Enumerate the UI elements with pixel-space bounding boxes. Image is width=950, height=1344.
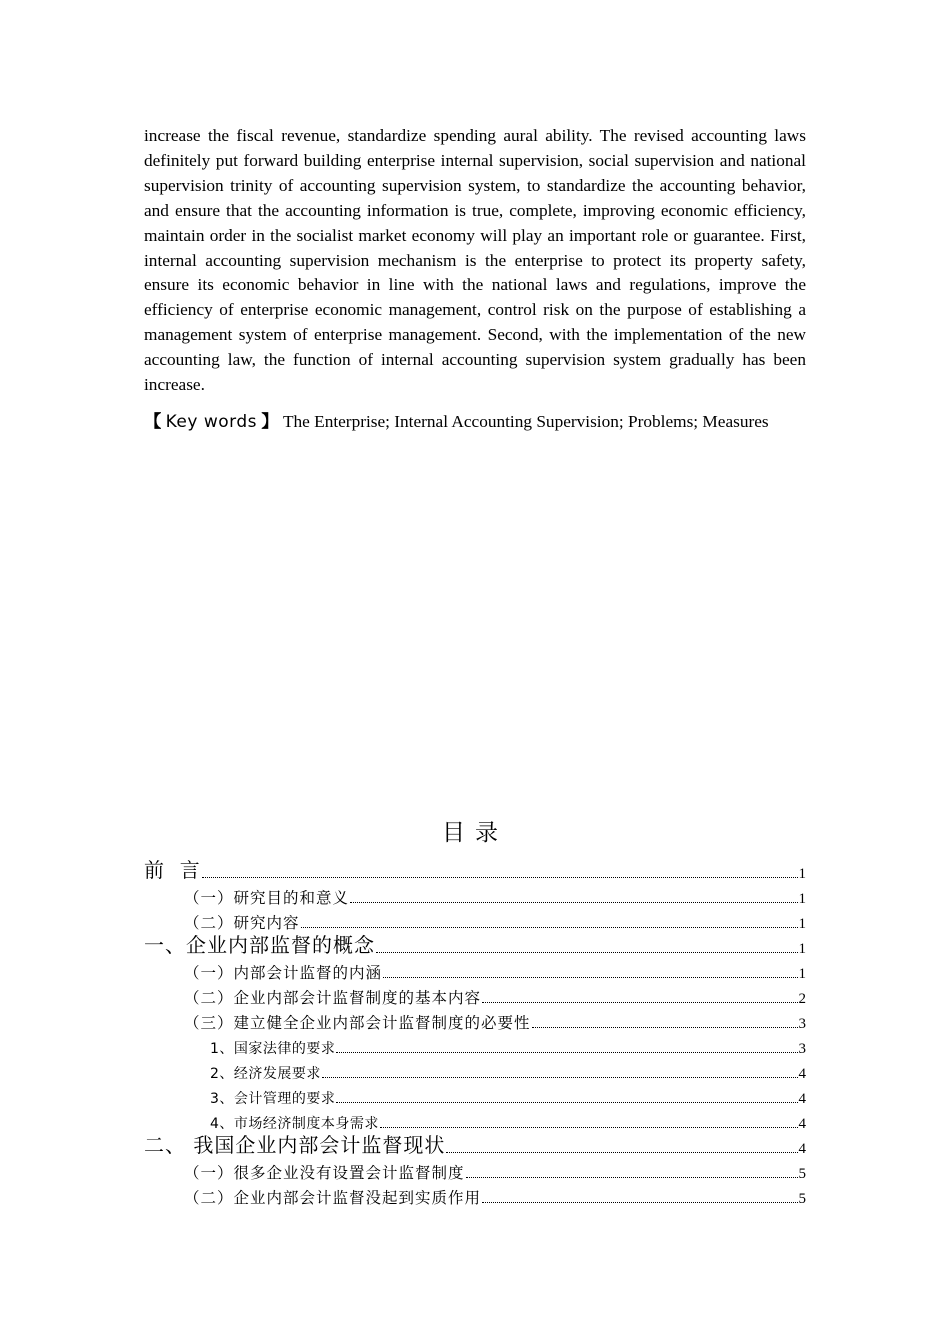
- keywords-close-bracket: 】: [261, 411, 279, 432]
- keywords-label: Key words: [165, 411, 257, 432]
- keywords-line: [144, 410, 806, 435]
- toc-entry-label: （一）研究目的和意义: [184, 889, 350, 907]
- toc-entry-label: 1、国家法律的要求: [210, 1041, 336, 1057]
- toc-leader-dots: [482, 1001, 797, 1003]
- toc-page-number: 5: [798, 1191, 806, 1207]
- toc-page-number: 4: [798, 1091, 806, 1107]
- toc-leader-dots: [376, 951, 798, 953]
- toc-leader-dots: [336, 1101, 797, 1103]
- toc-leader-dots: [532, 1026, 798, 1028]
- toc-page-number: 2: [798, 991, 806, 1007]
- toc-entry[interactable]: [144, 1133, 806, 1158]
- toc-leader-dots: [446, 1151, 797, 1153]
- toc-entry[interactable]: [144, 1083, 806, 1108]
- toc-entry-label: 二、 我国企业内部会计监督现状: [144, 1133, 446, 1157]
- toc-entry[interactable]: [144, 933, 806, 958]
- toc-entry-label: 3、会计管理的要求: [210, 1091, 336, 1107]
- toc-entry-label: （二）企业内部会计监督没起到实质作用: [184, 1189, 482, 1207]
- toc-entry[interactable]: [144, 1033, 806, 1058]
- toc-leader-dots: [301, 926, 798, 928]
- toc-entry[interactable]: [144, 1183, 806, 1208]
- toc-entry[interactable]: [144, 883, 806, 908]
- toc-entry[interactable]: [144, 1158, 806, 1183]
- table-of-contents: [144, 858, 806, 1208]
- toc-entry-label: 一、企业内部监督的概念: [144, 933, 375, 957]
- toc-entry-label: （一）内部会计监督的内涵: [184, 964, 383, 982]
- toc-page-number: 5: [798, 1166, 806, 1182]
- toc-entry-label: 2、经济发展要求: [210, 1066, 321, 1082]
- toc-entry-label: （一）很多企业没有设置会计监督制度: [184, 1164, 465, 1182]
- toc-entry[interactable]: [144, 858, 806, 883]
- toc-leader-dots: [336, 1051, 797, 1053]
- keywords-text: The Enterprise; Internal Accounting Supervision; Problems; Measures: [282, 411, 769, 431]
- toc-entry[interactable]: [144, 1008, 806, 1033]
- toc-leader-dots: [202, 876, 798, 878]
- toc-entry-label: （二）研究内容: [184, 914, 300, 932]
- toc-leader-dots: [350, 901, 797, 903]
- toc-page-number: 4: [798, 1141, 806, 1157]
- toc-leader-dots: [380, 1126, 798, 1128]
- toc-entry-label: （三）建立健全企业内部会计监督制度的必要性: [184, 1014, 531, 1032]
- toc-entry-label: 4、市场经济制度本身需求: [210, 1116, 379, 1132]
- toc-entry[interactable]: [144, 983, 806, 1008]
- toc-leader-dots: [322, 1076, 798, 1078]
- toc-leader-dots: [383, 976, 797, 978]
- keywords-open-bracket: 【: [144, 411, 162, 432]
- abstract-section: [144, 124, 806, 435]
- toc-leader-dots: [466, 1176, 798, 1178]
- toc-entry-label: （二）企业内部会计监督制度的基本内容: [184, 989, 482, 1007]
- toc-page-number: 1: [798, 866, 806, 882]
- toc-page-number: 1: [798, 891, 806, 907]
- toc-entry-label: 前 言: [144, 858, 201, 882]
- toc-title: 目录: [442, 820, 508, 846]
- abstract-paragraph: increase the fiscal revenue, standardize spending aural ability. The revised accounting laws definitely put forward building enterprise internal supervision, social supervision and national supervision trinity of accounting supervision system, to standardize the accounting behavior, and ensure that the accounting information is true, complete, improving economic efficiency, maintain order in the socialist market economy will play an important role or guarantee. First, internal accounting supervision mechanism is the enterprise to protect its property safety, ensure its economic behavior in line with the national laws and regulations, improve the efficiency of enterprise economic management, control risk on the purpose of establishing a management system of enterprise management. Second, with the implementation of the new accounting law, the function of internal accounting supervision system gradually has been increase.: [144, 126, 806, 395]
- toc-leader-dots: [482, 1201, 797, 1203]
- toc-entry[interactable]: [144, 958, 806, 983]
- toc-page-number: 4: [798, 1066, 806, 1082]
- toc-page-number: 3: [798, 1016, 806, 1032]
- toc-page-number: 1: [798, 916, 806, 932]
- toc-page-number: 4: [798, 1116, 806, 1132]
- toc-page-number: 3: [798, 1041, 806, 1057]
- toc-page-number: 1: [798, 941, 806, 957]
- toc-page-number: 1: [798, 966, 806, 982]
- toc-entry[interactable]: [144, 1058, 806, 1083]
